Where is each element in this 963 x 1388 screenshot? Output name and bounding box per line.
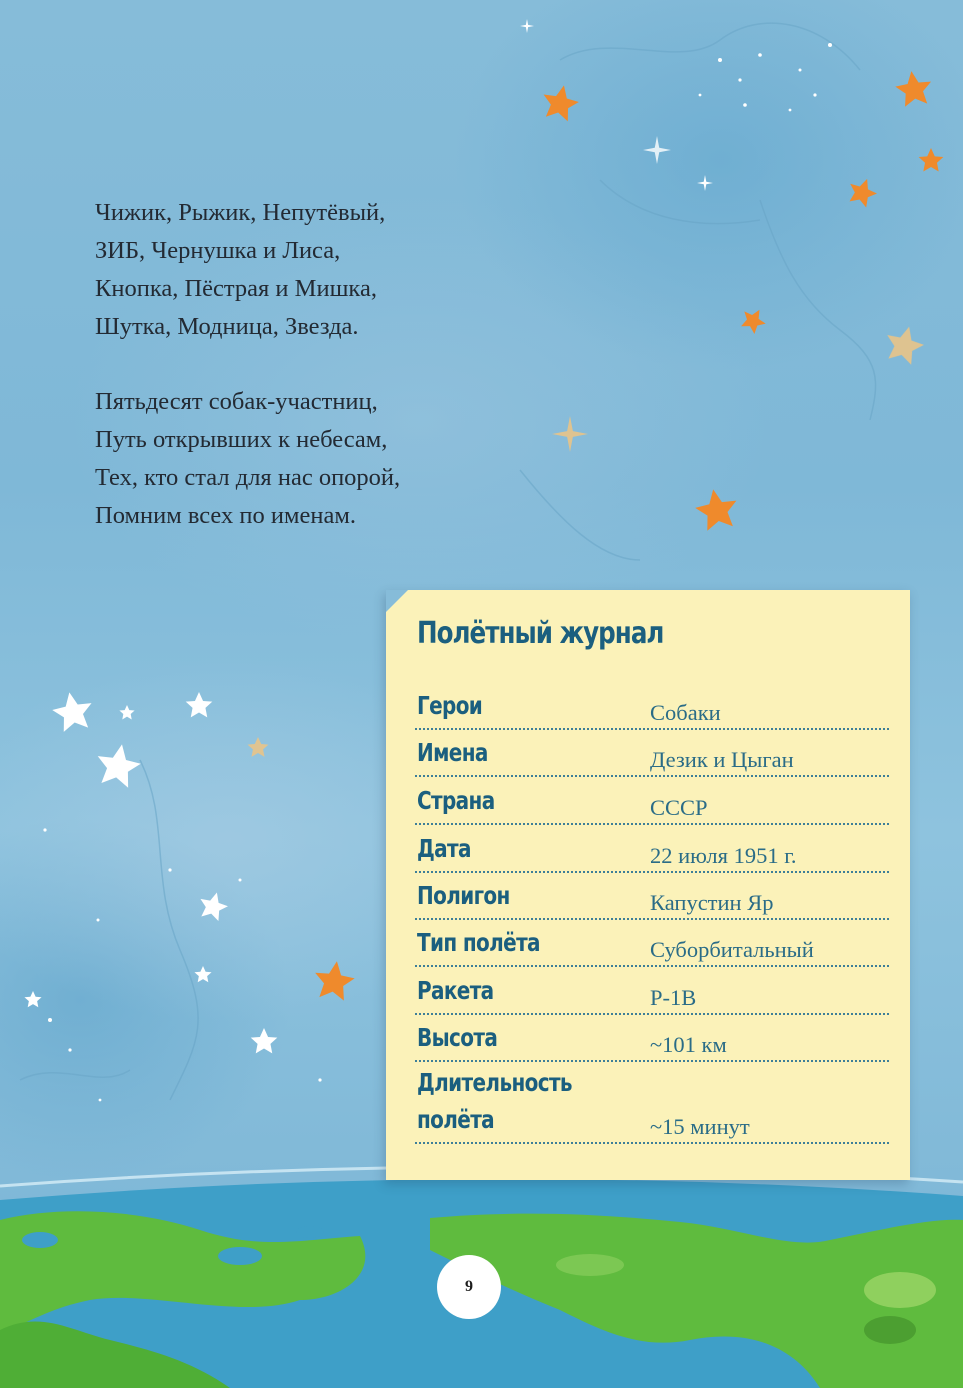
row-value: 22 июля 1951 г. xyxy=(650,843,797,868)
flight-log-row-duration xyxy=(415,1060,889,1144)
row-value: Р-1В xyxy=(650,985,697,1010)
flight-log-card xyxy=(386,590,910,1180)
flight-log-row-flight-type xyxy=(415,918,889,967)
flight-log-row-range xyxy=(415,871,889,920)
row-label: Имена xyxy=(417,738,488,767)
poem-line: Кнопка, Пёстрая и Мишка, xyxy=(95,275,377,302)
flight-log-row-rocket xyxy=(415,965,889,1015)
poem-stanza-1 xyxy=(95,194,385,346)
poem-line: Пятьдесят собак-участниц, xyxy=(95,388,378,415)
row-value: Дезик и Цыган xyxy=(650,747,794,772)
row-label: Тип полёта xyxy=(417,928,540,957)
row-label-line1: Длительность xyxy=(417,1068,572,1097)
row-value: Капустин Яр xyxy=(650,890,774,915)
flight-log-row-altitude xyxy=(415,1013,889,1062)
row-label: Дата xyxy=(417,834,471,863)
poem-line: Путь открывших к небесам, xyxy=(95,426,388,453)
flight-log-title: Полётный журнал xyxy=(417,616,664,651)
poem-line: Тех, кто стал для нас опорой, xyxy=(95,464,401,491)
row-label-line2: полёта xyxy=(417,1105,495,1134)
row-label: Ракета xyxy=(417,976,494,1005)
poem-line: Помним всех по именам. xyxy=(95,502,356,529)
row-value: Суборбитальный xyxy=(650,937,814,962)
row-value: Собаки xyxy=(650,700,721,725)
poem-line: ЗИБ, Чернушка и Лиса, xyxy=(95,237,341,264)
row-label: Герои xyxy=(417,691,483,720)
row-label: Высота xyxy=(417,1023,498,1052)
row-value: СССР xyxy=(650,795,708,820)
flight-log-row-country xyxy=(415,775,889,825)
flight-log-row-heroes xyxy=(415,684,889,730)
poem-stanza-2 xyxy=(95,383,400,535)
poem-line: Шутка, Модница, Звезда. xyxy=(95,313,359,340)
row-value: ~15 минут xyxy=(650,1114,750,1139)
page-number: 9 xyxy=(437,1255,501,1319)
poem-line: Чижик, Рыжик, Непутёвый, xyxy=(95,199,386,226)
row-label xyxy=(417,1064,572,1138)
row-label: Полигон xyxy=(417,881,510,910)
row-value: ~101 км xyxy=(650,1032,727,1057)
flight-log-row-names xyxy=(415,728,889,777)
flight-log-row-date xyxy=(415,823,889,873)
row-label: Страна xyxy=(417,786,495,815)
